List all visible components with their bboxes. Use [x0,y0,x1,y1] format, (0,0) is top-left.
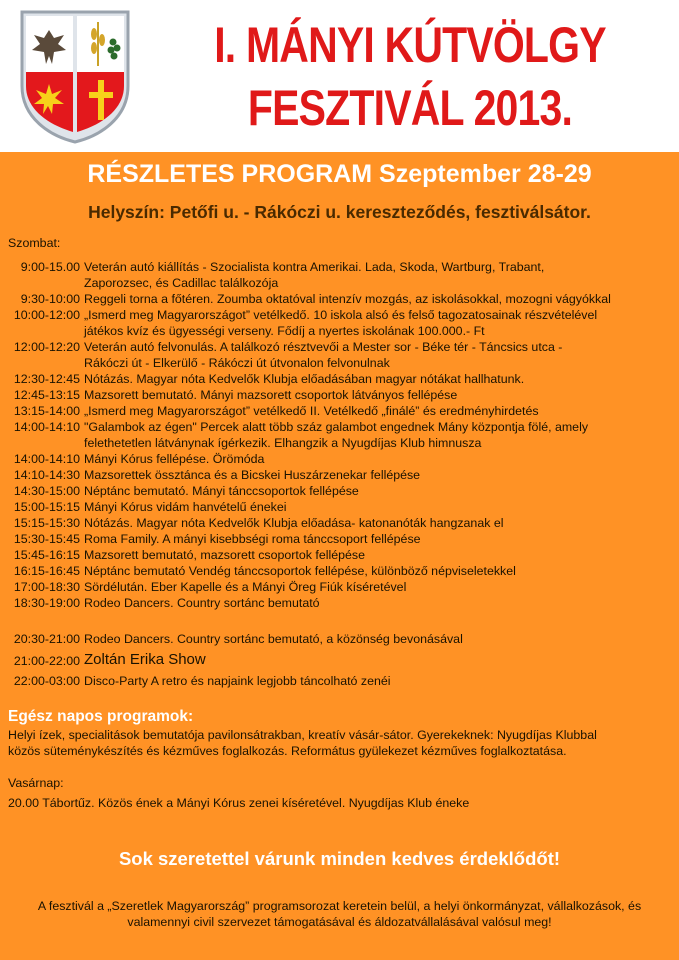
schedule-time: 17:00-18:30 [13,580,80,594]
poster-header [0,0,679,152]
schedule-text: Rodeo Dancers. Country sortánc bemutató, a közönség bevonásával [84,632,463,646]
schedule-text: Nótázás. Magyar nóta Kedvelők Klubja előadása- katonanóták hangzanak el [84,516,504,530]
schedule-time: 10:00-12:00 [13,308,80,322]
schedule-text: Néptánc bemutató Vendég tánccsoportok fellépése, különböző népviseletekkel [84,564,516,578]
schedule-text: Néptánc bemutató. Mányi tánccsoportok fellépése [84,484,359,498]
schedule-text: Nótázás. Magyar nóta Kedvelők Klubja előadásában magyar nótákat hallhatunk. [84,372,525,386]
schedule-text: „Ismerd meg Magyarországot” vetélkedő II. Vetélkedő „finálé” és eredményhirdetés [84,404,539,418]
footer-line: valamennyi civil szervezet támogatásával és áldozatvállalásával valósul meg! [127,915,552,929]
schedule-time: 16:15-16:45 [13,564,80,578]
footer-line: A fesztivál a „Szeretlek Magyarország” programsorozat keretein belül, a helyi önkormányzat, vállalkozások, és [37,899,642,913]
schedule-time: 20:30-21:00 [13,632,80,646]
schedule-text: Rákóczi út - Elkerülő - Rákóczi út útvonalon felvonulnak [84,356,390,370]
schedule-text: Reggeli torna a főtéren. Zoumba oktatóval intenzív mozgás, az iskolásokkal, mozogni vágyókkal [84,292,611,306]
schedule-time: 13:15-14:00 [13,404,80,418]
welcome-message: Sok szeretettel várunk minden kedves érdeklődőt! [118,848,561,869]
schedule-time: 15:00-15:15 [13,500,80,514]
schedule-text: Zoltán Erika Show [84,651,206,668]
schedule-text: Disco-Party A retro és napjaink legjobb táncolható zenéi [84,674,391,688]
schedule-time: 9:30-10:00 [20,292,80,306]
coat-of-arms-icon [18,8,132,144]
allday-text: közös süteménykészítés és kézműves foglalkozás. Református gyülekezet kézműves foglalkoztatása. [8,744,567,758]
schedule-time: 9:00-15.00 [20,260,80,274]
schedule-time: 15:15-15:30 [13,516,80,530]
program-body [0,152,679,960]
schedule-text: felethetetlen látványnak ígérkezik. Elhangzik a Nyugdíjas Klub himnusza [84,436,482,450]
schedule-time: 18:30-19:00 [13,596,80,610]
sunday-text: 20.00 Tábortűz. Közös ének a Mányi Kórus zenei kíséretével. Nyugdíjas Klub éneke [8,796,470,810]
allday-text: Helyi ízek, specialitások bemutatója pavilonsátrakban, kreatív vásár-sátor. Gyerekeknek: Nyugdíjas Klubbal [8,728,597,742]
schedule-time: 14:00-14:10 [13,452,80,466]
schedule-text: „Ismerd meg Magyarországot” vetélkedő. 10 iskola alsó és felső tagozatosainak részvételével [84,308,598,322]
saturday-label: Szombat: [8,236,61,250]
schedule-text: játékos kvíz és ügyességi verseny. Fődíj a nyertes iskolának 100.000.- Ft [84,324,485,338]
schedule-time: 15:30-15:45 [13,532,80,546]
poster-title [197,14,623,140]
schedule-time: 12:00-12:20 [13,340,80,354]
title-line-1: I. MÁNYI KÚTVÖLGY [214,17,606,73]
schedule-text: Mányi Kórus fellépése. Örömóda [84,452,265,466]
schedule-text: Zaporozsec, és Cadillac találkozója [84,276,279,290]
schedule-text: Rodeo Dancers. Country sortánc bemutató [84,596,320,610]
schedule-text: Mányi Kórus vidám hanvételű énekei [84,500,287,514]
schedule-time: 12:30-12:45 [13,372,80,386]
sunday-label: Vasárnap: [8,776,64,790]
allday-title: Egész napos programok: [8,708,194,725]
schedule-text: Mazsorett bemutató, mazsorett csoportok fellépése [84,548,365,562]
title-line-2: FESZTIVÁL 2013. [247,80,573,136]
schedule-text: Veterán autó felvonulás. A találkozó résztvevői a Mester sor - Béke tér - Táncsics utca - [84,340,563,354]
schedule-time: 14:10-14:30 [13,468,80,482]
schedule-text: Mazsorettek össztánca és a Bicskei Huszárzenekar fellépése [84,468,421,482]
schedule-text: Roma Family. A mányi kisebbségi roma tánccsoport fellépése [84,532,421,546]
schedule-text: Mazsorett bemutató. Mányi mazsorett csoportok látványos fellépése [84,388,458,402]
schedule-text: "Galambok az égen" Percek alatt több száz galambot engednek Mány központja fölé, amely [84,420,589,434]
schedule-time: 15:45-16:15 [13,548,80,562]
schedule-time: 21:00-22:00 [13,654,80,668]
schedule-time: 12:45-13:15 [13,388,80,402]
schedule-time: 14:30-15:00 [13,484,80,498]
schedule-text: Veterán autó kiállítás - Szocialista kontra Amerikai. Lada, Skoda, Wartburg, Trabant, [84,260,545,274]
program-headline: RÉSZLETES PROGRAM Szeptember 28-29 [87,160,592,188]
schedule-time: 14:00-14:10 [13,420,80,434]
location-line: Helyszín: Petőfi u. - Rákóczi u. kereszteződés, fesztiválsátor. [88,202,591,222]
schedule-time: 22:00-03:00 [13,674,80,688]
schedule-text: Sördélután. Eber Kapelle és a Mányi Öreg Fiúk kíséretével [84,580,407,594]
